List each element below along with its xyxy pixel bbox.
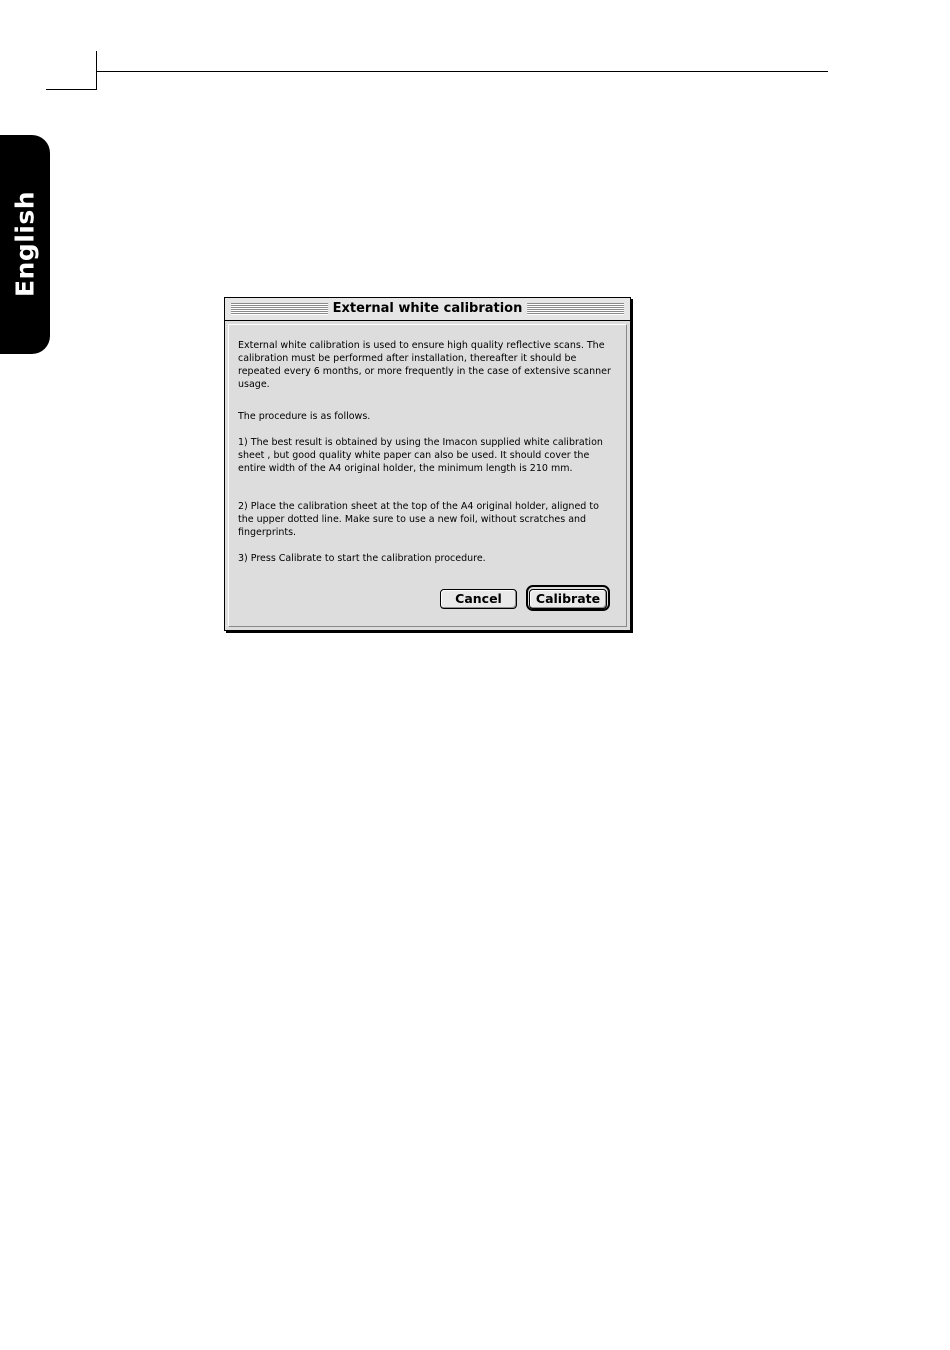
language-tab <box>0 135 50 354</box>
language-tab-label: English <box>10 190 40 298</box>
cancel-button[interactable]: Cancel <box>440 589 517 609</box>
step-1-text: 1) The best result is obtained by using the Imacon supplied white calibration sheet , but good quality white paper can also be used. It should cover the entire width of the A4 original holder, the minimum length is 210 mm. <box>238 437 603 474</box>
dialog-title: External white calibration <box>328 300 528 318</box>
header-short-rule <box>46 89 97 90</box>
step-2-text: 2) Place the calibration sheet at the top of the A4 original holder, aligned to the upper dotted line. Make sure to use a new foil, without scratches and fingerprints. <box>238 501 599 538</box>
header-vertical-rule <box>96 51 97 89</box>
intro-paragraph: External white calibration is used to ensure high quality reflective scans. The calibration must be performed after installation, thereafter it should be repeated every 6 months, or more frequently in the case of extensive scanner usage. <box>238 340 611 390</box>
dialog-title-bar[interactable] <box>225 298 630 321</box>
calibration-dialog <box>224 297 631 631</box>
calibrate-button[interactable]: Calibrate <box>529 589 607 609</box>
procedure-heading: The procedure is as follows. <box>238 411 371 422</box>
step-3-text: 3) Press Calibrate to start the calibration procedure. <box>238 553 486 564</box>
header-rule <box>97 71 828 72</box>
